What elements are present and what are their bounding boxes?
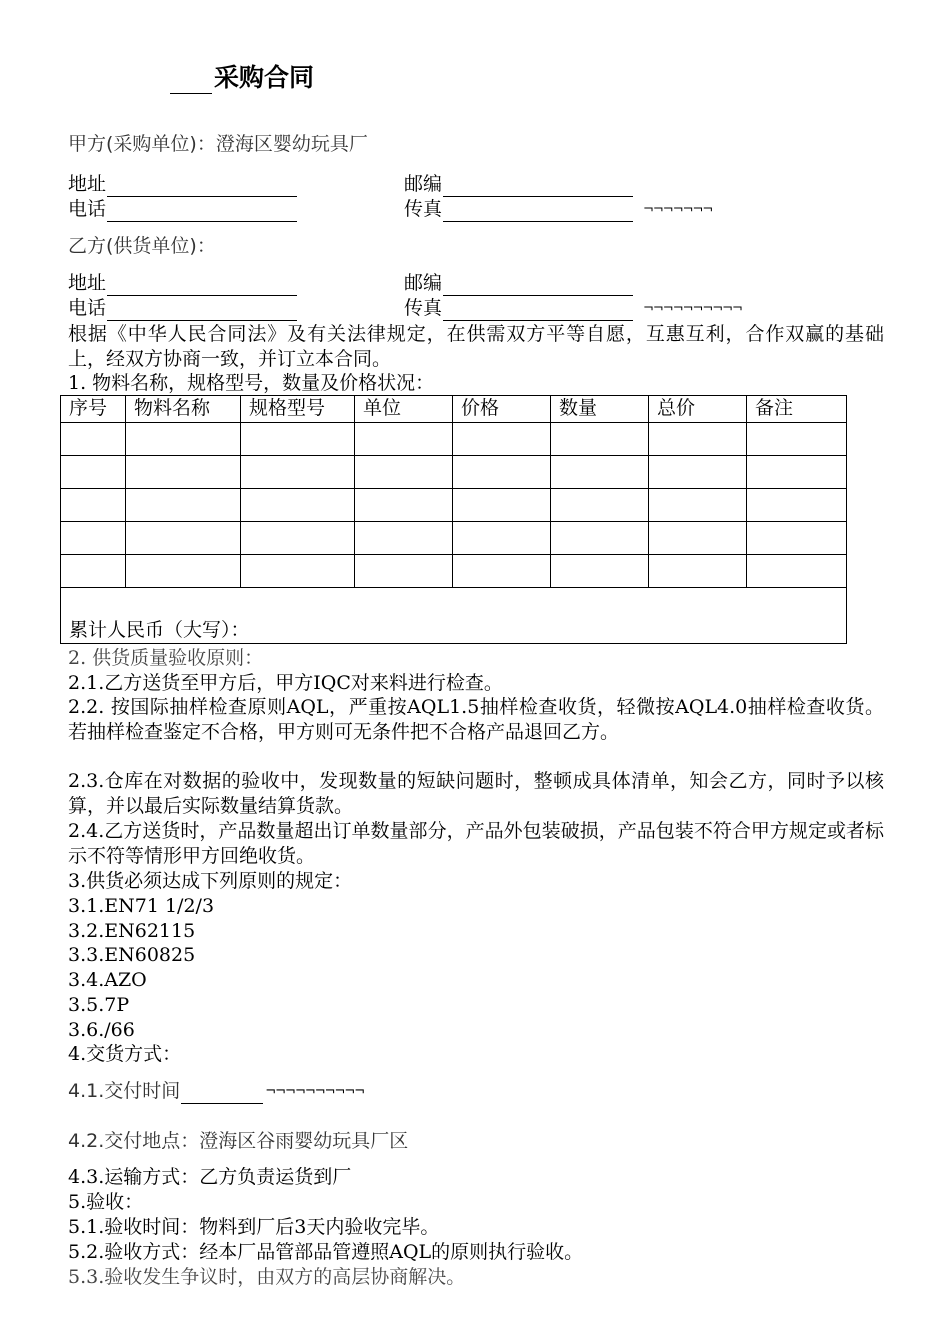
section-2-heading: 2. 供货质量验收原则： [68,647,264,669]
table-header-row [61,396,847,423]
table-cell[interactable] [747,423,847,456]
party-b-zip: 邮编 [404,271,633,296]
section-3-6: 3.6./66 [68,1019,135,1041]
party-a-zip: 邮编 [404,172,633,197]
party-b-address: 地址 [68,271,297,296]
table-cell[interactable] [649,423,747,456]
table-cell[interactable] [355,555,453,588]
section-2-3: 2.3.仓库在对数据的验收中，发现数量的短缺问题时，整顿成具体清单，知会乙方，同时予以核算，并以最后实际数量结算货款。 [68,770,884,817]
section-3-3: 3.3.EN60825 [68,944,196,966]
phone-line[interactable] [107,201,297,222]
table-cell[interactable] [649,456,747,489]
title-text: 采购合同 [214,63,315,92]
col-header: 备注 [747,396,847,423]
table-cell[interactable] [126,555,241,588]
table-cell[interactable] [241,522,355,555]
section-5-3: 5.3.验收发生争议时，由双方的高层协商解决。 [68,1266,466,1288]
col-header: 序号 [61,396,126,423]
table-cell[interactable] [355,456,453,489]
party-b-phone: 电话 [68,296,297,321]
party-a-heading: 甲方(采购单位)：澄海区婴幼玩具厂 [68,133,368,155]
fax-ticks: ¬¬¬¬¬¬¬¬¬¬ [643,301,742,316]
section-5-1: 5.1.验收时间：物料到厂后3天内验收完毕。 [68,1216,440,1238]
table-cell[interactable] [551,522,649,555]
section-3-2: 3.2.EN62115 [68,920,196,942]
section-4-3: 4.3.运输方式：乙方负责运货到厂 [68,1166,352,1188]
section-2-4: 2.4.乙方送货时，产品数量超出订单数量部分，产品外包装破损，产品包装不符合甲方规定或者标示不符等情形甲方回绝收货。 [68,820,884,867]
table-cell[interactable] [241,489,355,522]
table-cell[interactable] [61,423,126,456]
table-cell[interactable] [453,522,551,555]
table-cell[interactable] [551,489,649,522]
party-a-fax: 传真 ¬¬¬¬¬¬¬ [404,198,713,220]
party-b-fax: 传真 ¬¬¬¬¬¬¬¬¬¬ [404,297,742,319]
col-header: 规格型号 [241,396,355,423]
fax-ticks: ¬¬¬¬¬¬¬ [643,202,713,217]
phone-line[interactable] [107,300,297,321]
table-cell[interactable] [747,456,847,489]
section-3-4: 3.4.AZO [68,969,147,991]
section-1-heading: 1. 物料名称，规格型号，数量及价格状况： [68,372,435,394]
table-cell[interactable] [355,423,453,456]
col-header: 单位 [355,396,453,423]
party-a-phone: 电话 [68,197,297,222]
table-cell[interactable] [126,489,241,522]
section-2-1: 2.1.乙方送货至甲方后，甲方IQC对来料进行检查。 [68,672,503,694]
table-total-row [61,588,847,644]
fax-line[interactable] [443,300,633,321]
table-row [61,522,847,555]
table-row [61,456,847,489]
table-cell[interactable] [355,522,453,555]
section-4-2: 4.2.交付地点：澄海区谷雨婴幼玩具厂区 [68,1130,409,1152]
table-cell[interactable] [747,522,847,555]
table-cell[interactable] [126,423,241,456]
table-cell[interactable] [61,522,126,555]
table-row [61,555,847,588]
fax-line[interactable] [443,201,633,222]
party-b-heading: 乙方(供货单位)： [68,235,216,257]
title-blank [170,69,212,94]
section-5-2: 5.2.验收方式：经本厂品管部品管遵照AQL的原则执行验收。 [68,1241,584,1263]
table-cell[interactable] [747,489,847,522]
zip-line[interactable] [443,275,633,296]
section-4-1: 4.1.交付时间 ¬¬¬¬¬¬¬¬¬¬ [68,1080,365,1102]
table-cell[interactable] [649,522,747,555]
col-header: 价格 [453,396,551,423]
table-cell[interactable] [61,489,126,522]
table-cell[interactable] [126,522,241,555]
section-3-heading: 3.供货必须达成下列原则的规定： [68,870,353,892]
section-5-heading: 5.验收： [68,1191,144,1213]
col-header: 总价 [649,396,747,423]
contract-title [170,58,314,94]
table-cell[interactable] [355,489,453,522]
col-header: 物料名称 [126,396,241,423]
preamble: 根据《中华人民合同法》及有关法律规定，在供需双方平等自愿，互惠互利，合作双赢的基础上，经双方协商一致，并订立本合同。 [68,323,884,370]
table-cell[interactable] [551,555,649,588]
address-line[interactable] [107,275,297,296]
table-cell[interactable] [453,489,551,522]
zip-line[interactable] [443,176,633,197]
table-cell[interactable] [453,555,551,588]
delivery-time-line[interactable] [181,1083,263,1104]
table-cell[interactable] [61,555,126,588]
table-cell[interactable] [551,423,649,456]
section-2-2: 2.2. 按国际抽样检查原则AQL，严重按AQL1.5抽样检查收货，轻微按AQL4.0抽样检查收货。若抽样检查鉴定不合格，甲方则可无条件把不合格产品退回乙方。 [68,696,884,743]
col-header: 数量 [551,396,649,423]
total-amount-label: 累计人民币（大写）： [61,588,847,644]
table-cell[interactable] [453,423,551,456]
materials-table [60,395,847,644]
table-cell[interactable] [649,555,747,588]
table-row [61,489,847,522]
table-cell[interactable] [241,423,355,456]
section-3-5: 3.5.7P [68,994,130,1016]
table-cell[interactable] [649,489,747,522]
delivery-time-ticks: ¬¬¬¬¬¬¬¬¬¬ [265,1084,365,1099]
address-line[interactable] [107,176,297,197]
table-cell[interactable] [241,456,355,489]
party-a-address: 地址 [68,172,297,197]
section-3-1: 3.1.EN71 1/2/3 [68,895,215,917]
section-4-heading: 4.交货方式： [68,1043,182,1065]
table-cell[interactable] [747,555,847,588]
table-cell[interactable] [551,456,649,489]
table-cell[interactable] [241,555,355,588]
table-cell[interactable] [61,456,126,489]
table-cell[interactable] [453,456,551,489]
table-row [61,423,847,456]
table-cell[interactable] [126,456,241,489]
